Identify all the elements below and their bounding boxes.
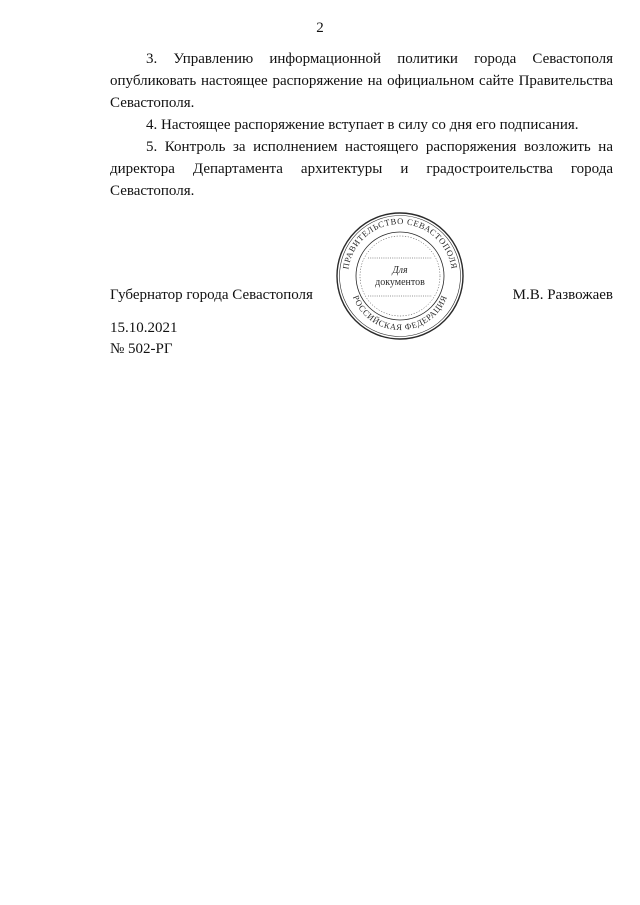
document-number: № 502-РГ: [110, 341, 173, 357]
signatory-title: Губернатор города Севастополя: [110, 287, 313, 303]
document-date: 15.10.2021: [110, 320, 178, 336]
svg-text:РОССИЙСКАЯ ФЕДЕРАЦИЯ: РОССИЙСКАЯ ФЕДЕРАЦИЯ: [350, 293, 450, 333]
svg-text:Для: Для: [392, 265, 408, 276]
paragraph-4: 4. Настоящее распоряжение вступает в силу со дня его подписания.: [146, 117, 579, 133]
page-number: 2: [316, 20, 324, 36]
document-meta: [110, 318, 178, 360]
signatory-name: М.В. Развожаев: [512, 287, 613, 303]
svg-text:документов: документов: [375, 277, 425, 288]
paragraph-3: 3. Управлению информационной политики города Севастополя опубликовать настоящее распоряжение на официальном сайте Правительства Севастополя.: [110, 51, 613, 111]
official-seal: [334, 210, 466, 342]
svg-text:ПРАВИТЕЛЬСТВО СЕВАСТОПОЛЯ: ПРАВИТЕЛЬСТВО СЕВАСТОПОЛЯ: [340, 215, 460, 270]
document-body: [110, 48, 613, 202]
paragraph-5: 5. Контроль за исполнением настоящего распоряжения возложить на директора Департамента архитектуры и градостроительства города Севастополя.: [110, 139, 613, 199]
